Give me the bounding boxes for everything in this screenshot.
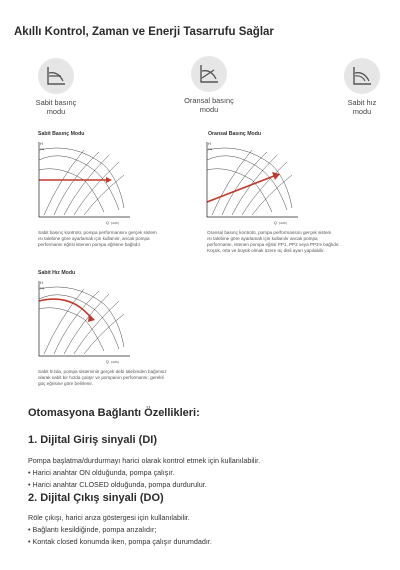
di-heading: 1. Dijital Giriş sinyali (DI) [28, 434, 157, 446]
mode-label-proportional-pressure [173, 96, 245, 114]
chart-constant-pressure [34, 140, 134, 228]
chart-title-constant-pressure: Sabit Basınç Modu [38, 131, 85, 137]
arrow-head [88, 314, 95, 322]
desc-line: ısı talebine göre ayarlamak için kullanılır ancak pompa [207, 236, 318, 241]
do-body [28, 512, 212, 548]
arrow-head [106, 177, 112, 183]
mode-label-line2: modu [352, 107, 372, 116]
chart-grid [207, 148, 292, 215]
axes [207, 142, 298, 217]
x-unit-label: [m³/h] [279, 221, 287, 225]
mode-label-line1: Sabit basınç [35, 98, 77, 107]
mode-label-constant-pressure [20, 98, 92, 116]
y-axis-label: H [208, 141, 211, 146]
x-axis-label: Q [106, 221, 109, 225]
control-curve [39, 299, 92, 319]
mode-label-constant-speed [326, 98, 398, 116]
chart-constant-speed [34, 279, 134, 367]
x-unit-label: [m³/h] [111, 360, 119, 364]
mode-constant-pressure [38, 58, 74, 94]
di-line: • Harici anahtar CLOSED olduğunda, pompa durdurulur. [28, 480, 207, 489]
mode-label-line1: Oransal basınç [184, 96, 234, 105]
desc-line: güç eğrisine göre belirlenir. [38, 381, 93, 386]
desc-line: ısı talebine göre ayarlamak için kullanılır, ancak pompa [38, 236, 150, 241]
desc-line: Sabit basınç kontrolü, pompa performansını gerçek sistem [38, 230, 157, 235]
chart-desc-constant-pressure [38, 230, 198, 248]
chart-title-proportional-pressure: Oransal Basınç Modu [208, 131, 262, 137]
y-unit-label: [m] [208, 147, 213, 151]
automation-heading: Otomasyona Bağlantı Özellikleri: [28, 407, 200, 419]
chart-desc-proportional-pressure [207, 230, 377, 254]
constant-speed-icon [344, 58, 380, 94]
axes [39, 281, 130, 356]
x-axis-label: Q [274, 221, 277, 225]
desc-line: performansı eğrisi istenen pompa eğrisine bağlıdır. [38, 242, 142, 247]
do-line: • Bağlantı kesildiğinde, pompa arızalıdır; [28, 525, 157, 534]
desc-line: Küçük, orta ve büyük olmak üzere üç disli ayarı yapılabilir. [207, 248, 325, 253]
chart-proportional-pressure [202, 140, 302, 228]
di-line: • Harici anahtar ON olduğunda, pompa çalışır. [28, 468, 175, 477]
di-line: Pompa başlatma/durdurmayı harici olarak kontrol etmek için kullanılabilir. [28, 456, 261, 465]
desc-line: performansı, istenen pompa eğrisi PP1, PP2 veya PP3'e bağlıdır. [207, 242, 340, 247]
y-axis-label: H [40, 280, 43, 285]
mode-label-line2: modu [199, 105, 219, 114]
control-curve [207, 176, 274, 202]
chart-title-constant-speed: Sabit Hız Modu [38, 270, 76, 276]
y-unit-label: [m] [40, 286, 45, 290]
mode-label-line2: modu [46, 107, 66, 116]
desc-line: olarak sabit bir hızda çalışır ve pompanın performansı; gerekli [38, 375, 164, 380]
x-axis-label: Q [106, 360, 109, 364]
di-body [28, 455, 260, 491]
mode-proportional-pressure [191, 56, 227, 92]
chart-grid [39, 148, 124, 215]
constant-pressure-icon [38, 58, 74, 94]
do-line: • Kontak closed konumda iken, pompa çalışır durumdadır. [28, 537, 212, 546]
desc-line: Oransal basınç kontrolü, pompa performansını gerçek sistem [207, 230, 332, 235]
y-axis-label: H [40, 141, 43, 146]
desc-line: Sabit hızda, pompa sisteminin gerçek debi talebinden bağımsız [38, 369, 167, 374]
x-unit-label: [m³/h] [111, 221, 119, 225]
page-title: Akıllı Kontrol, Zaman ve Enerji Tasarrufu Sağlar [14, 26, 274, 38]
chart-desc-constant-speed [38, 369, 198, 387]
do-heading: 2. Dijital Çıkış sinyali (DO) [28, 492, 164, 504]
chart-grid [39, 287, 124, 354]
do-line: Röle çıkışı, harici arıza göstergesi için kullanılabilir. [28, 513, 190, 522]
mode-label-line1: Sabit hız [347, 98, 377, 107]
mode-constant-speed [344, 58, 380, 94]
proportional-pressure-icon [191, 56, 227, 92]
y-unit-label: [m] [40, 147, 45, 151]
